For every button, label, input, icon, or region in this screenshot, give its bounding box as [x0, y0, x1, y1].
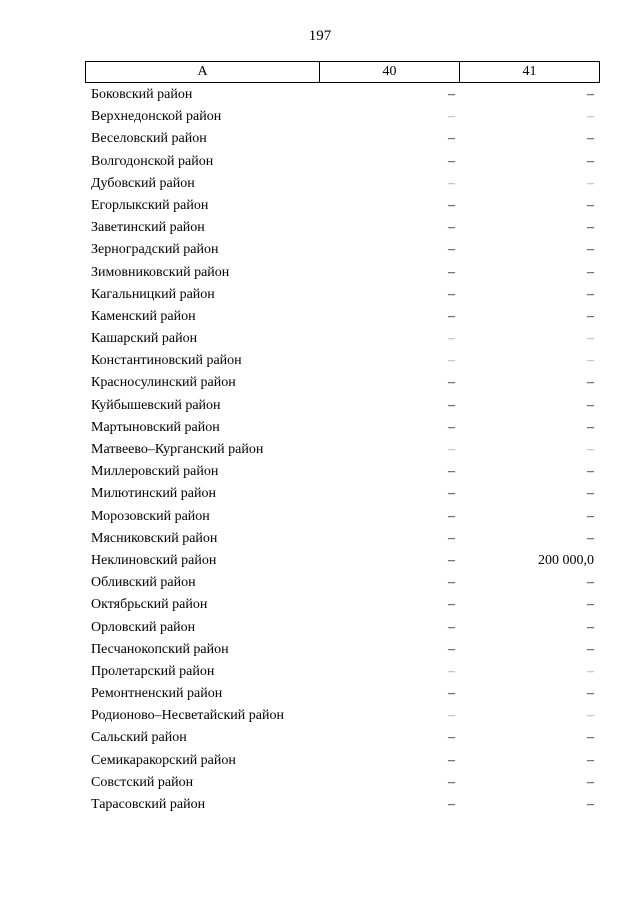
- table-row: [85, 572, 600, 594]
- value-col-40: –: [448, 597, 455, 613]
- district-name: Родионово–Несветайский район: [91, 708, 284, 724]
- district-name: Веселовский район: [91, 131, 207, 147]
- table-row: [85, 727, 600, 749]
- district-name: Совстский район: [91, 774, 194, 790]
- value-col-40: –: [448, 131, 455, 147]
- district-name: Обливский район: [91, 575, 196, 591]
- value-col-40: –: [448, 308, 455, 324]
- table-row: [85, 306, 600, 328]
- value-col-41: –: [587, 486, 594, 502]
- value-col-41: –: [587, 442, 594, 457]
- value-col-40: –: [448, 641, 455, 657]
- value-col-40: –: [448, 442, 455, 457]
- table-row: [85, 594, 600, 616]
- value-col-40: –: [448, 552, 455, 568]
- table-row: [85, 550, 600, 572]
- header-col-41: 41: [522, 64, 537, 79]
- district-name: Кашарский район: [91, 331, 198, 347]
- value-col-41: –: [587, 286, 594, 302]
- district-name: Милютинский район: [91, 486, 217, 502]
- district-name: Красносулинский район: [91, 375, 236, 391]
- district-name: Орловский район: [91, 619, 196, 635]
- table-row: [85, 395, 600, 417]
- value-col-41: –: [587, 220, 594, 236]
- district-name: Дубовский район: [91, 175, 195, 191]
- table-row: [85, 328, 600, 350]
- value-col-41: –: [587, 663, 594, 679]
- value-col-40: –: [448, 774, 455, 790]
- table-row: [85, 151, 600, 173]
- value-col-41: –: [587, 264, 594, 280]
- value-col-41: –: [587, 197, 594, 213]
- value-col-40: –: [448, 797, 455, 812]
- value-col-41: –: [587, 641, 594, 657]
- value-col-41: –: [587, 397, 594, 413]
- table-row: [85, 705, 600, 727]
- value-col-40: –: [448, 175, 455, 191]
- district-name: Тарасовский район: [91, 797, 206, 812]
- table-row: [85, 794, 600, 816]
- value-col-41: –: [587, 530, 594, 546]
- table-header: [85, 61, 600, 83]
- table-row: [85, 173, 600, 195]
- value-col-41: –: [587, 575, 594, 591]
- district-name: Кагальницкий район: [91, 286, 215, 302]
- district-name: Песчанокопский район: [91, 641, 229, 657]
- table-row: [85, 461, 600, 483]
- district-name: Мартыновский район: [91, 419, 220, 435]
- value-col-40: –: [448, 730, 455, 746]
- table-row: [85, 128, 600, 150]
- table-row: [85, 84, 600, 106]
- table-row: [85, 772, 600, 794]
- value-col-40: –: [448, 486, 455, 502]
- value-col-40: –: [448, 508, 455, 524]
- table-row: [85, 483, 600, 505]
- district-name: Ремонтненский район: [91, 686, 223, 702]
- value-col-41: –: [587, 242, 594, 258]
- header-col-a: А: [86, 62, 320, 82]
- table-row: [85, 106, 600, 128]
- value-col-40: –: [448, 663, 455, 679]
- value-col-41: –: [587, 419, 594, 435]
- value-col-41: –: [587, 353, 594, 369]
- value-col-40: –: [448, 220, 455, 236]
- value-col-40: –: [448, 686, 455, 702]
- district-name: Неклиновский район: [91, 552, 217, 568]
- district-name: Миллеровский район: [91, 464, 219, 480]
- value-col-41: –: [587, 331, 594, 347]
- table-row: [85, 661, 600, 683]
- district-name: Октябрьский район: [91, 597, 208, 613]
- district-name: Заветинский район: [91, 220, 205, 236]
- table-row: [85, 617, 600, 639]
- table-row: [85, 239, 600, 261]
- table-row: [85, 639, 600, 661]
- value-col-41: –: [587, 619, 594, 635]
- value-col-41: –: [587, 508, 594, 524]
- district-name: Семикаракорский район: [91, 752, 236, 768]
- district-name: Боковский район: [91, 87, 193, 102]
- table-body: [85, 84, 600, 816]
- value-col-40: –: [448, 464, 455, 480]
- value-col-40: –: [448, 575, 455, 591]
- table-row: [85, 750, 600, 772]
- value-col-40: –: [448, 397, 455, 413]
- value-col-41: –: [587, 153, 594, 169]
- value-col-40: –: [448, 419, 455, 435]
- table-row: [85, 284, 600, 306]
- value-col-40: –: [448, 197, 455, 213]
- value-col-40: –: [448, 530, 455, 546]
- table-row: [85, 417, 600, 439]
- value-col-40: –: [448, 109, 455, 125]
- value-col-41: 200 000,0: [538, 552, 594, 568]
- table-row: [85, 217, 600, 239]
- district-name: Матвеево–Курганский район: [91, 442, 264, 457]
- value-col-40: –: [448, 87, 455, 102]
- district-name: Пролетарский район: [91, 663, 215, 679]
- value-col-40: –: [448, 708, 455, 724]
- district-name: Зимовниковский район: [91, 264, 230, 280]
- value-col-41: –: [587, 131, 594, 147]
- district-name: Морозовский район: [91, 508, 210, 524]
- value-col-40: –: [448, 264, 455, 280]
- value-col-41: –: [587, 708, 594, 724]
- district-name: Егорлыкский район: [91, 197, 209, 213]
- table-row: [85, 528, 600, 550]
- value-col-41: –: [587, 597, 594, 613]
- table-row: [85, 506, 600, 528]
- district-name: Каменский район: [91, 308, 196, 324]
- table-row: [85, 683, 600, 705]
- district-name: Мясниковский район: [91, 530, 218, 546]
- value-col-41: –: [587, 87, 594, 102]
- value-col-41: –: [587, 752, 594, 768]
- value-col-40: –: [448, 286, 455, 302]
- value-col-40: –: [448, 331, 455, 347]
- value-col-41: –: [587, 175, 594, 191]
- value-col-41: –: [587, 797, 594, 812]
- value-col-40: –: [448, 353, 455, 369]
- district-name: Зерноградский район: [91, 242, 219, 258]
- district-name: Сальский район: [91, 730, 187, 746]
- table-row: [85, 262, 600, 284]
- value-col-40: –: [448, 752, 455, 768]
- value-col-41: –: [587, 109, 594, 125]
- district-name: Константиновский район: [91, 353, 242, 369]
- header-col-40: 40: [320, 62, 460, 82]
- district-name: Верхнедонской район: [91, 109, 222, 125]
- value-col-40: –: [448, 153, 455, 169]
- page-number: 197: [308, 28, 332, 44]
- value-col-41: –: [587, 686, 594, 702]
- table-row: [85, 439, 600, 461]
- value-col-40: –: [448, 619, 455, 635]
- value-col-41: –: [587, 774, 594, 790]
- value-col-41: –: [587, 308, 594, 324]
- value-col-41: –: [587, 464, 594, 480]
- value-col-40: –: [448, 242, 455, 258]
- table-row: [85, 195, 600, 217]
- value-col-40: –: [448, 375, 455, 391]
- value-col-41: –: [587, 730, 594, 746]
- district-name: Волгодонской район: [91, 153, 214, 169]
- table-row: [85, 350, 600, 372]
- value-col-41: –: [587, 375, 594, 391]
- table-row: [85, 372, 600, 394]
- district-name: Куйбышевский район: [91, 397, 221, 413]
